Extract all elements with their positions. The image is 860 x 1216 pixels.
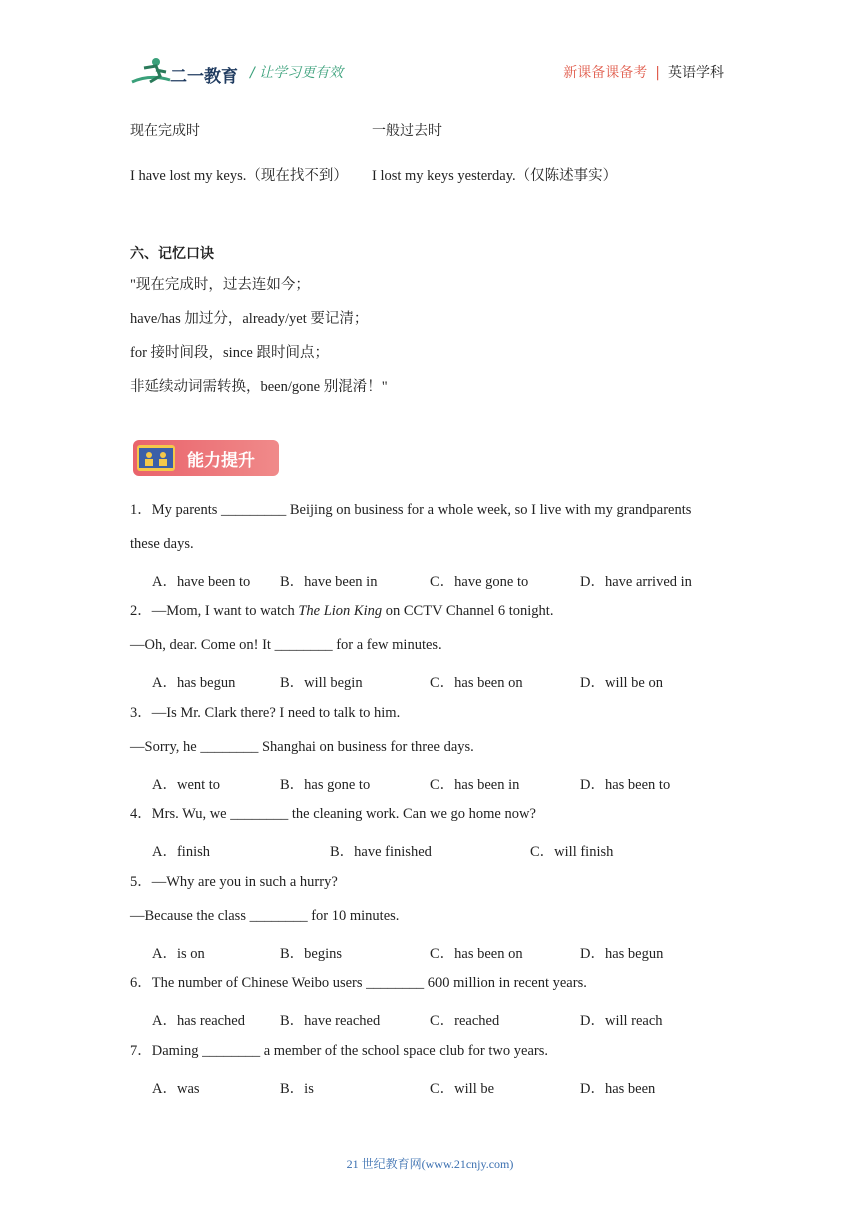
question-line: 4．Mrs. Wu, we ________ the cleaning work. Can we go home now?	[130, 806, 536, 822]
option: B．has gone to	[280, 777, 371, 793]
option: D．will be on	[580, 675, 663, 691]
col1-title: 现在完成时	[130, 123, 200, 139]
option: D．has been to	[580, 777, 671, 793]
col1-example: I have lost my keys.（现在找不到）	[130, 168, 348, 184]
option: B．have reached	[280, 1013, 381, 1029]
mnemonic-line: have/has 加过分，already/yet 要记清；	[130, 311, 369, 327]
question-line: these days.	[130, 536, 194, 552]
mnemonic-line: "现在完成时，过去连如今；	[130, 277, 310, 293]
runner-logo-icon	[130, 56, 240, 88]
question-line: 1．My parents _________ Beijing on business for a whole week, so I live with my grandparents	[130, 502, 692, 518]
option: B．have finished	[330, 844, 432, 860]
brand-logo	[130, 56, 240, 93]
header-label: 新课备课备考	[563, 65, 648, 81]
header-separator: |	[655, 65, 660, 81]
footer: 21 世纪教育网(www.21cnjy.com)	[346, 1157, 514, 1171]
question-line: 5．—Why are you in such a hurry?	[130, 874, 338, 890]
option: D．will reach	[580, 1013, 663, 1029]
option: D．has been	[580, 1081, 656, 1097]
option: A．has reached	[152, 1013, 245, 1029]
question-line: —Because the class ________ for 10 minutes.	[130, 908, 400, 924]
option: A．went to	[152, 777, 221, 793]
option: A．have been to	[152, 574, 251, 590]
mnemonic-line: 非延续动词需转换，been/gone 别混淆！"	[130, 379, 388, 395]
mnemonic-heading: 六、记忆口诀	[130, 246, 214, 262]
mnemonic-line: for 接时间段，since 跟时间点；	[130, 345, 329, 361]
option: C．will be	[430, 1081, 495, 1097]
option: A．has begun	[152, 675, 236, 691]
option: C．has been on	[430, 946, 523, 962]
option: C．reached	[430, 1013, 500, 1029]
people-icon	[137, 445, 175, 471]
option: B．have been in	[280, 574, 378, 590]
option: C．has been on	[430, 675, 523, 691]
question-line: —Oh, dear. Come on! It ________ for a few minutes.	[130, 637, 442, 653]
option: C．have gone to	[430, 574, 529, 590]
option: D．have arrived in	[580, 574, 692, 590]
section-badge	[133, 440, 279, 476]
question-line: 7．Daming ________ a member of the school space club for two years.	[130, 1043, 548, 1059]
logo-text: 二一教育	[170, 67, 238, 87]
question-line: 3．—Is Mr. Clark there? I need to talk to him.	[130, 705, 401, 721]
movie-title: The Lion King	[298, 603, 383, 619]
col2-example: I lost my keys yesterday.（仅陈述事实）	[372, 168, 618, 184]
question-line: 6．The number of Chinese Weibo users ________ 600 million in recent years.	[130, 975, 587, 991]
option: C．has been in	[430, 777, 520, 793]
badge-label: 能力提升	[187, 450, 255, 471]
option: C．will finish	[530, 844, 614, 860]
question-text: 2．—Mom, I want to watch	[130, 603, 299, 619]
option: B．is	[280, 1081, 314, 1097]
question-text: on CCTV Channel 6 tonight.	[382, 603, 554, 619]
option: D．has begun	[580, 946, 664, 962]
header-subject: 英语学科	[668, 65, 724, 81]
option: A．was	[152, 1081, 200, 1097]
option: A．is on	[152, 946, 205, 962]
header-right	[563, 62, 724, 82]
option: B．begins	[280, 946, 343, 962]
option: A．finish	[152, 844, 210, 860]
question-line	[130, 603, 553, 620]
slogan: / 让学习更有效	[250, 65, 344, 81]
question-line: —Sorry, he ________ Shanghai on business for three days.	[130, 739, 474, 755]
option: B．will begin	[280, 675, 363, 691]
col2-title: 一般过去时	[372, 123, 442, 139]
